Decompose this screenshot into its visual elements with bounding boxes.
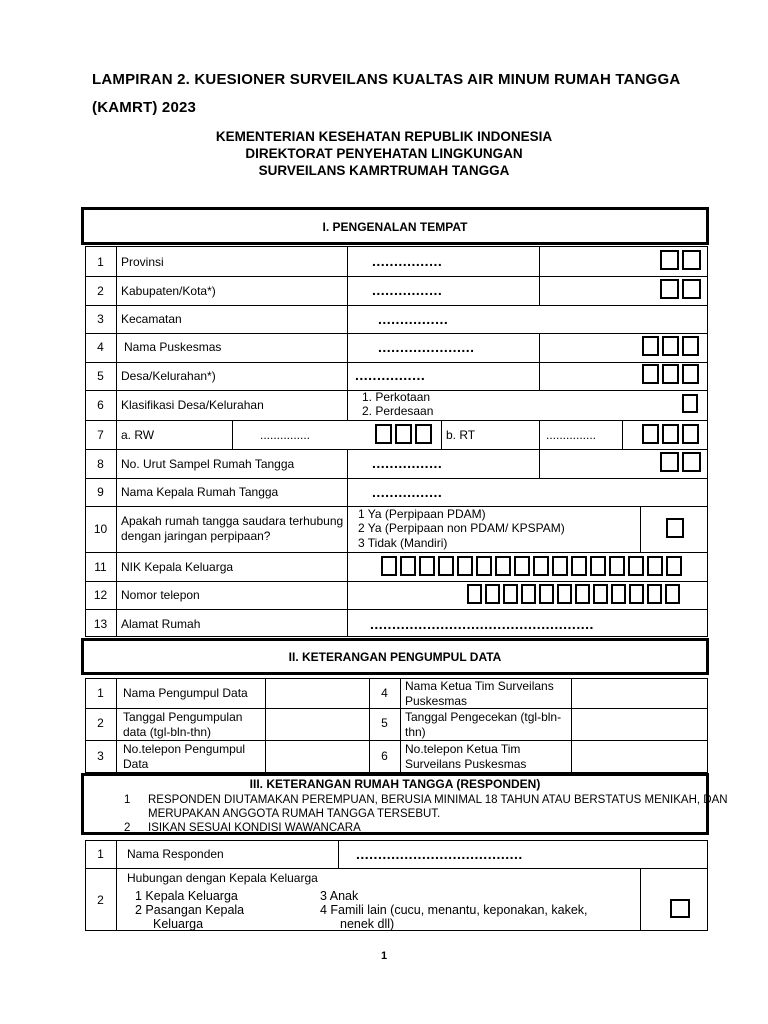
section-1-title: I. PENGENALAN TEMPAT xyxy=(322,220,468,234)
telepon-boxes[interactable] xyxy=(467,584,680,604)
note-1-line-2: MERUPAKAN ANGGOTA RUMAH TANGGA TERSEBUT. xyxy=(148,808,441,820)
klasifikasi-option-2: 2. Perdesaan xyxy=(362,404,434,418)
row-6-no: 6 xyxy=(97,398,104,412)
telepon-pengumpul-label-2: Data xyxy=(123,757,149,771)
tanggal-pengumpulan-label-2: data (tgl-bln-thn) xyxy=(123,725,212,739)
desa-code-boxes[interactable] xyxy=(642,364,699,384)
telepon-ketua-label-1: No.telepon Ketua Tim xyxy=(405,742,521,756)
rt-label: b. RT xyxy=(446,428,476,442)
nik-label: NIK Kepala Keluarga xyxy=(121,560,234,574)
hubungan-checkbox[interactable] xyxy=(670,899,690,918)
rt-code-boxes[interactable] xyxy=(642,424,699,444)
row-2-no: 2 xyxy=(97,284,104,298)
row-4-no: 4 xyxy=(97,340,104,354)
puskesmas-label: Nama Puskesmas xyxy=(124,340,222,354)
note-2-no: 2 xyxy=(124,822,131,834)
row-8-no: 8 xyxy=(97,457,104,471)
telepon-pengumpul-label-1: No.telepon Pengumpul xyxy=(123,742,246,756)
hubungan-label: Hubungan dengan Kepala Keluarga xyxy=(127,871,318,885)
header-line-1: KEMENTERIAN KESEHATAN REPUBLIK INDONESIA xyxy=(215,129,553,144)
collector-row-5-no: 5 xyxy=(381,716,388,730)
hubungan-option-4b: nenek dll) xyxy=(340,917,395,931)
perpipaan-question-1: Apakah rumah tangga saudara terhubung xyxy=(121,514,344,528)
row-13-no: 13 xyxy=(93,617,108,631)
kecamatan-field[interactable]: ................ xyxy=(378,311,449,327)
urut-sampel-boxes[interactable] xyxy=(660,452,701,472)
title-line-1: LAMPIRAN 2. KUESIONER SURVEILANS KUALTAS AIR MINUM RUMAH TANGGA xyxy=(92,71,681,88)
respondent-row-2-no: 2 xyxy=(97,893,104,907)
provinsi-label: Provinsi xyxy=(121,255,164,269)
row-10-no: 10 xyxy=(93,522,108,536)
tanggal-pengumpulan-label-1: Tanggal Pengumpulan xyxy=(123,710,243,724)
respondent-row-1-no: 1 xyxy=(97,847,104,861)
note-1-line-1: RESPONDEN DIUTAMAKAN PEREMPUAN, BERUSIA MINIMAL 18 TAHUN ATAU BERSTATUS MENIKAH, DAN xyxy=(148,794,728,806)
kepala-rt-label: Nama Kepala Rumah Tangga xyxy=(121,485,279,499)
header-line-2: DIREKTORAT PENYEHATAN LINGKUNGAN xyxy=(245,146,523,161)
row-3-no: 3 xyxy=(97,312,104,326)
perpipaan-question-2: dengan jaringan perpipaan? xyxy=(121,529,271,543)
telepon-label: Nomor telepon xyxy=(121,588,200,602)
provinsi-code-boxes[interactable] xyxy=(660,250,701,270)
hubungan-option-3: 3 Anak xyxy=(320,889,359,903)
row-5-no: 5 xyxy=(97,369,104,383)
rw-label: a. RW xyxy=(121,428,155,442)
nama-responden-label: Nama Responden xyxy=(127,847,224,861)
urut-sampel-field[interactable]: ................ xyxy=(372,455,443,471)
ketua-tim-label-1: Nama Ketua Tim Surveilans xyxy=(405,679,554,693)
perpipaan-option-2: 2 Ya (Perpipaan non PDAM/ KPSPAM) xyxy=(358,521,565,535)
klasifikasi-label: Klasifikasi Desa/Kelurahan xyxy=(121,398,264,412)
tanggal-pengecekan-label-2: thn) xyxy=(405,725,426,739)
kepala-rt-field[interactable]: ................ xyxy=(372,484,443,500)
tanggal-pengecekan-label-1: Tanggal Pengecekan (tgl-bln- xyxy=(405,710,562,724)
desa-label: Desa/Kelurahan*) xyxy=(121,369,216,383)
collector-row-6-no: 6 xyxy=(381,749,388,763)
nama-responden-field[interactable]: ...................................... xyxy=(356,846,523,862)
perpipaan-checkbox[interactable] xyxy=(666,518,684,538)
puskesmas-field[interactable]: ...................... xyxy=(378,339,475,355)
perpipaan-option-3: 3 Tidak (Mandiri) xyxy=(358,536,448,550)
header-line-3: SURVEILANS KAMRTRUMAH TANGGA xyxy=(258,163,510,178)
row-7-no: 7 xyxy=(97,428,104,442)
hubungan-option-4a: 4 Famili lain (cucu, menantu, keponakan, kakek, xyxy=(320,903,588,917)
row-11-no: 11 xyxy=(94,560,107,574)
puskesmas-code-boxes[interactable] xyxy=(642,336,699,356)
section-2-title: II. KETERANGAN PENGUMPUL DATA xyxy=(288,650,502,664)
collector-row-3-no: 3 xyxy=(97,749,104,763)
row-1-no: 1 xyxy=(97,255,104,269)
telepon-ketua-label-2: Surveilans Puskesmas xyxy=(405,757,527,771)
provinsi-field[interactable]: ................ xyxy=(372,253,443,269)
kabupaten-code-boxes[interactable] xyxy=(660,279,701,299)
nama-pengumpul-label: Nama Pengumpul Data xyxy=(123,686,248,700)
note-2-text: ISIKAN SESUAI KONDISI WAWANCARA xyxy=(148,822,361,834)
kabupaten-label: Kabupaten/Kota*) xyxy=(121,284,216,298)
collector-row-1-no: 1 xyxy=(97,686,104,700)
rw-field[interactable]: ............... xyxy=(260,428,311,442)
page-number: 1 xyxy=(380,950,388,962)
collector-row-4-no: 4 xyxy=(381,686,388,700)
alamat-field[interactable]: ................................................... xyxy=(370,616,594,632)
kabupaten-field[interactable]: ................ xyxy=(372,282,443,298)
klasifikasi-checkbox[interactable] xyxy=(682,394,698,413)
rt-field[interactable]: ............... xyxy=(546,428,597,442)
row-9-no: 9 xyxy=(97,485,104,499)
alamat-label: Alamat Rumah xyxy=(121,617,201,631)
title-line-2: (KAMRT) 2023 xyxy=(92,99,197,116)
ketua-tim-label-2: Puskesmas xyxy=(405,694,468,708)
nik-boxes[interactable] xyxy=(381,556,682,576)
section-3-title: III. KETERANGAN RUMAH TANGGA (RESPONDEN) xyxy=(249,777,541,791)
perpipaan-option-1: 1 Ya (Perpipaan PDAM) xyxy=(358,507,486,521)
desa-field[interactable]: ................ xyxy=(355,367,426,383)
kecamatan-label: Kecamatan xyxy=(121,312,182,326)
collector-row-2-no: 2 xyxy=(97,716,104,730)
rw-code-boxes[interactable] xyxy=(375,424,432,444)
document-title xyxy=(92,66,680,122)
urut-sampel-label: No. Urut Sampel Rumah Tangga xyxy=(121,457,295,471)
ministry-header xyxy=(0,128,768,179)
hubungan-option-2b: Keluarga xyxy=(153,917,204,931)
hubungan-option-2a: 2 Pasangan Kepala xyxy=(135,903,245,917)
row-12-no: 12 xyxy=(93,588,108,602)
note-1-no: 1 xyxy=(124,794,131,806)
klasifikasi-option-1: 1. Perkotaan xyxy=(362,390,431,404)
hubungan-option-1: 1 Kepala Keluarga xyxy=(135,889,238,903)
